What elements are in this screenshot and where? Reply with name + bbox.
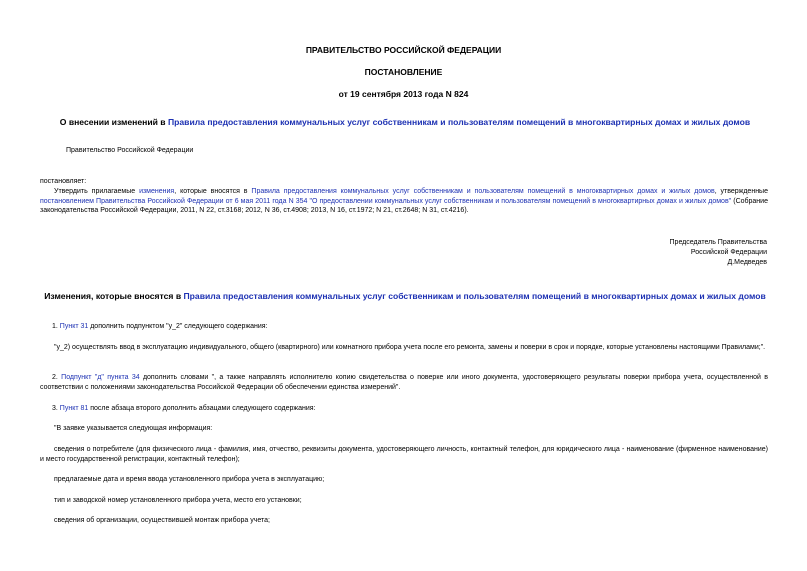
- signature-position-1: Председатель Правительства: [669, 239, 767, 246]
- document-type-heading: ПОСТАНОВЛЕНИЕ: [364, 67, 443, 77]
- changes-title-prefix: Изменения, которые вносятся в: [44, 291, 184, 301]
- change-item-2: [40, 373, 768, 392]
- resolution-354-link[interactable]: постановлением Правительства Российской Федерации от 6 мая 2011 года N 354 "О предоставлении коммунальных услуг собственникам и пользователям помещений в многоквартирных домах и жилых домов": [40, 197, 732, 205]
- point-81-link[interactable]: Пункт 81: [59, 405, 89, 412]
- preamble-paragraph: [40, 187, 768, 216]
- date-number-heading: от 19 сентября 2013 года N 824: [338, 89, 469, 99]
- resolution-title-prefix: О внесении изменений в: [59, 117, 168, 127]
- rules-link-3[interactable]: Правила предоставления коммунальных услуг собственникам и пользователям помещений в многоквартирных домах и жилых домов: [183, 291, 766, 301]
- changes-title: [40, 291, 770, 302]
- signature-position-2: Российской Федерации: [690, 249, 767, 256]
- signature-name: Д.Медведев: [727, 259, 767, 266]
- rules-link-2[interactable]: Правила предоставления коммунальных услуг собственникам и пользователям помещений в многоквартирных домах и жилых домов: [251, 188, 715, 195]
- changes-link[interactable]: изменения: [139, 188, 175, 195]
- resolution-title: [40, 117, 770, 128]
- quote-y2: "у_2) осуществлять ввод в эксплуатацию индивидуального, общего (квартирного) или комнатного прибора учета после его ремонта, замены и поверки в срок и порядке, которые установлены настоящими Правилами;".: [54, 344, 766, 351]
- item-2-number: 2.: [52, 374, 62, 381]
- signature-block: [670, 238, 767, 268]
- item-3-number: 3.: [52, 405, 60, 412]
- government-line: Правительство Российской Федерации: [66, 147, 194, 154]
- quote-device-type: тип и заводской номер установленного прибора учета, место его установки;: [54, 497, 302, 504]
- rules-link[interactable]: Правила предоставления коммунальных услуг собственникам и пользователям помещений в многоквартирных домах и жилых домов: [167, 117, 751, 127]
- preamble-text-b: , которые вносятся в: [174, 188, 252, 195]
- government-heading: ПРАВИТЕЛЬСТВО РОССИЙСКОЙ ФЕДЕРАЦИИ: [305, 45, 502, 55]
- decrees-line: постановляет:: [40, 178, 87, 185]
- preamble-text-a: Утвердить прилагаемые: [54, 188, 140, 195]
- quote-date-time: предлагаемые дата и время ввода установленного прибора учета в эксплуатацию;: [54, 476, 325, 483]
- item-3-text: после абзаца второго дополнить абзацами следующего содержания:: [88, 405, 316, 412]
- quote-application-info: "В заявке указывается следующая информация:: [54, 425, 213, 432]
- preamble-text-c: , утвержденные: [714, 188, 768, 195]
- point-31-link[interactable]: Пункт 31: [59, 323, 89, 330]
- quote-consumer-info: сведения о потребителе (для физического лица - фамилия, имя, отчество, реквизиты документа, удостоверяющего личность, контактный телефон, для юридического лица - наименование (фирменное наименование) и место государственной регистрации, контактный телефон);: [40, 446, 768, 463]
- item-1-text: дополнить подпунктом "у_2" следующего содержания:: [88, 323, 268, 330]
- change-item-3: [52, 404, 315, 414]
- item-2-text: дополнить словами ", а также направлять исполнителю копию свидетельства о поверке или иного документа, удостоверяющего результаты поверки прибора учета, осуществленной в соответствии с положениями законодательства Российской Федерации об обеспечении единства измерений".: [40, 374, 768, 391]
- quote-installer-info: сведения об организации, осуществившей монтаж прибора учета;: [54, 517, 270, 524]
- item-1-number: 1.: [52, 323, 60, 330]
- preamble-text-d: (Собрание законодательства Российской Федерации, 2011, N 22, ст.3168; 2012, N 36, ст.4908; 2013, N 16, ст.1972; N 21, ст.2648; N 31, ст.4216).: [40, 197, 768, 215]
- subpoint-d-34-link[interactable]: Подпункт "д" пункта 34: [61, 374, 140, 381]
- change-item-1: [52, 322, 268, 332]
